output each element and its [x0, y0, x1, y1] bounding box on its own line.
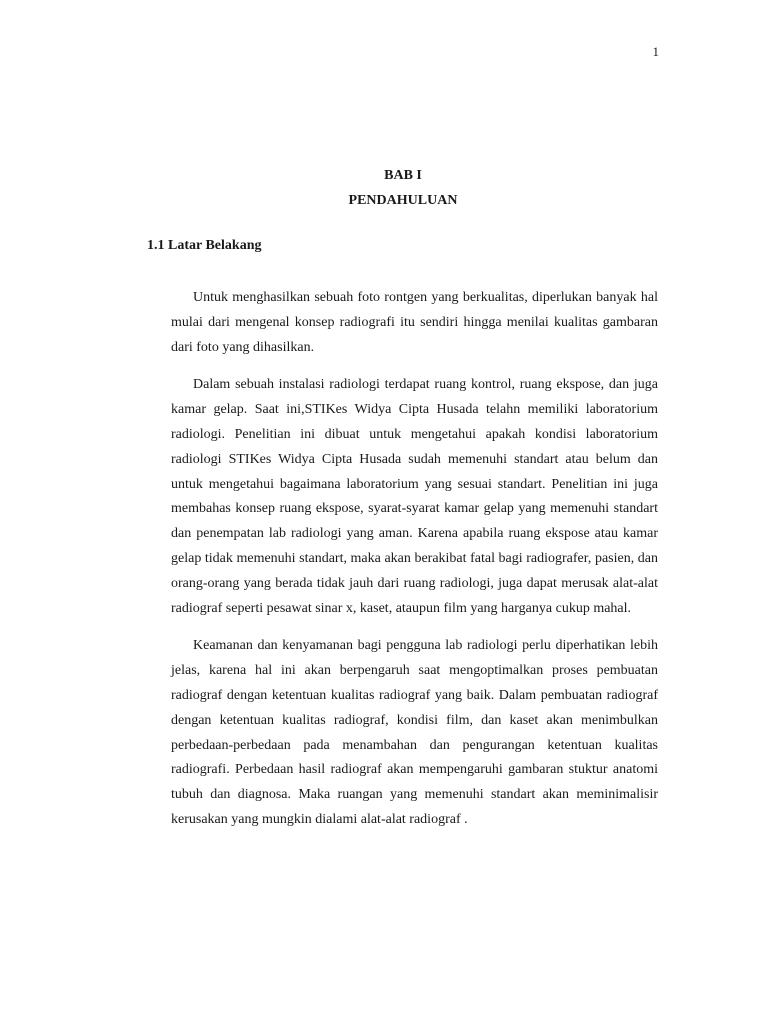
chapter-heading [0, 163, 768, 213]
paragraph: Dalam sebuah instalasi radiologi terdapat ruang kontrol, ruang ekspose, dan juga kamar gelap. Saat ini,STIKes Widya Cipta Husada telahn memiliki laboratorium radiologi. Penelitian ini dibuat untuk mengetahui apakah kondisi laboratorium radiologi STIKes Widya Cipta Husada sudah memenuhi standart atau belum dan untuk mengetahui bagaimana laboratorium yang sesuai standart. Penelitian ini juga membahas konsep ruang ekspose, syarat-syarat kamar gelap yang memenuhi standart dan penempatan lab radiologi yang aman. Karena apabila ruang ekspose atau kamar gelap tidak memenuhi standart, maka akan berakibat fatal bagi radiografer, pasien, dan orang-orang yang berada tidak jauh dari ruang radiologi, juga dapat merusak alat-alat radiograf seperti pesawat sinar x, kaset, ataupun film yang harganya cukup mahal. [171, 377, 658, 616]
body-text [171, 286, 658, 846]
section-heading: 1.1 Latar Belakang [147, 238, 262, 253]
page-number: 1 [652, 44, 659, 59]
paragraph: Untuk menghasilkan sebuah foto rontgen yang berkualitas, diperlukan banyak hal mulai dari mengenal konsep radiografi itu sendiri hingga menilai kualitas gambaran dari foto yang dihasilkan. [171, 290, 658, 355]
paragraph: Keamanan dan kenyamanan bagi pengguna lab radiologi perlu diperhatikan lebih jelas, karena hal ini akan berpengaruh saat mengoptimalkan proses pembuatan radiograf dengan ketentuan kualitas radiograf yang baik. Dalam pembuatan radiograf dengan ketentuan kualitas radiograf, kondisi film, dan kaset akan menimbulkan perbedaan-perbedaan pada menambahan dan pengurangan ketentuan kualitas radiografi. Perbedaan hasil radiograf akan mempengaruhi gambaran stuktur anatomi tubuh dan diagnosa. Maka ruangan yang memenuhi standart akan meminimalisir kerusakan yang mungkin dialami alat-alat radiograf . [171, 638, 658, 827]
chapter-label: BAB I [384, 168, 422, 183]
chapter-title: PENDAHULUAN [348, 193, 458, 208]
